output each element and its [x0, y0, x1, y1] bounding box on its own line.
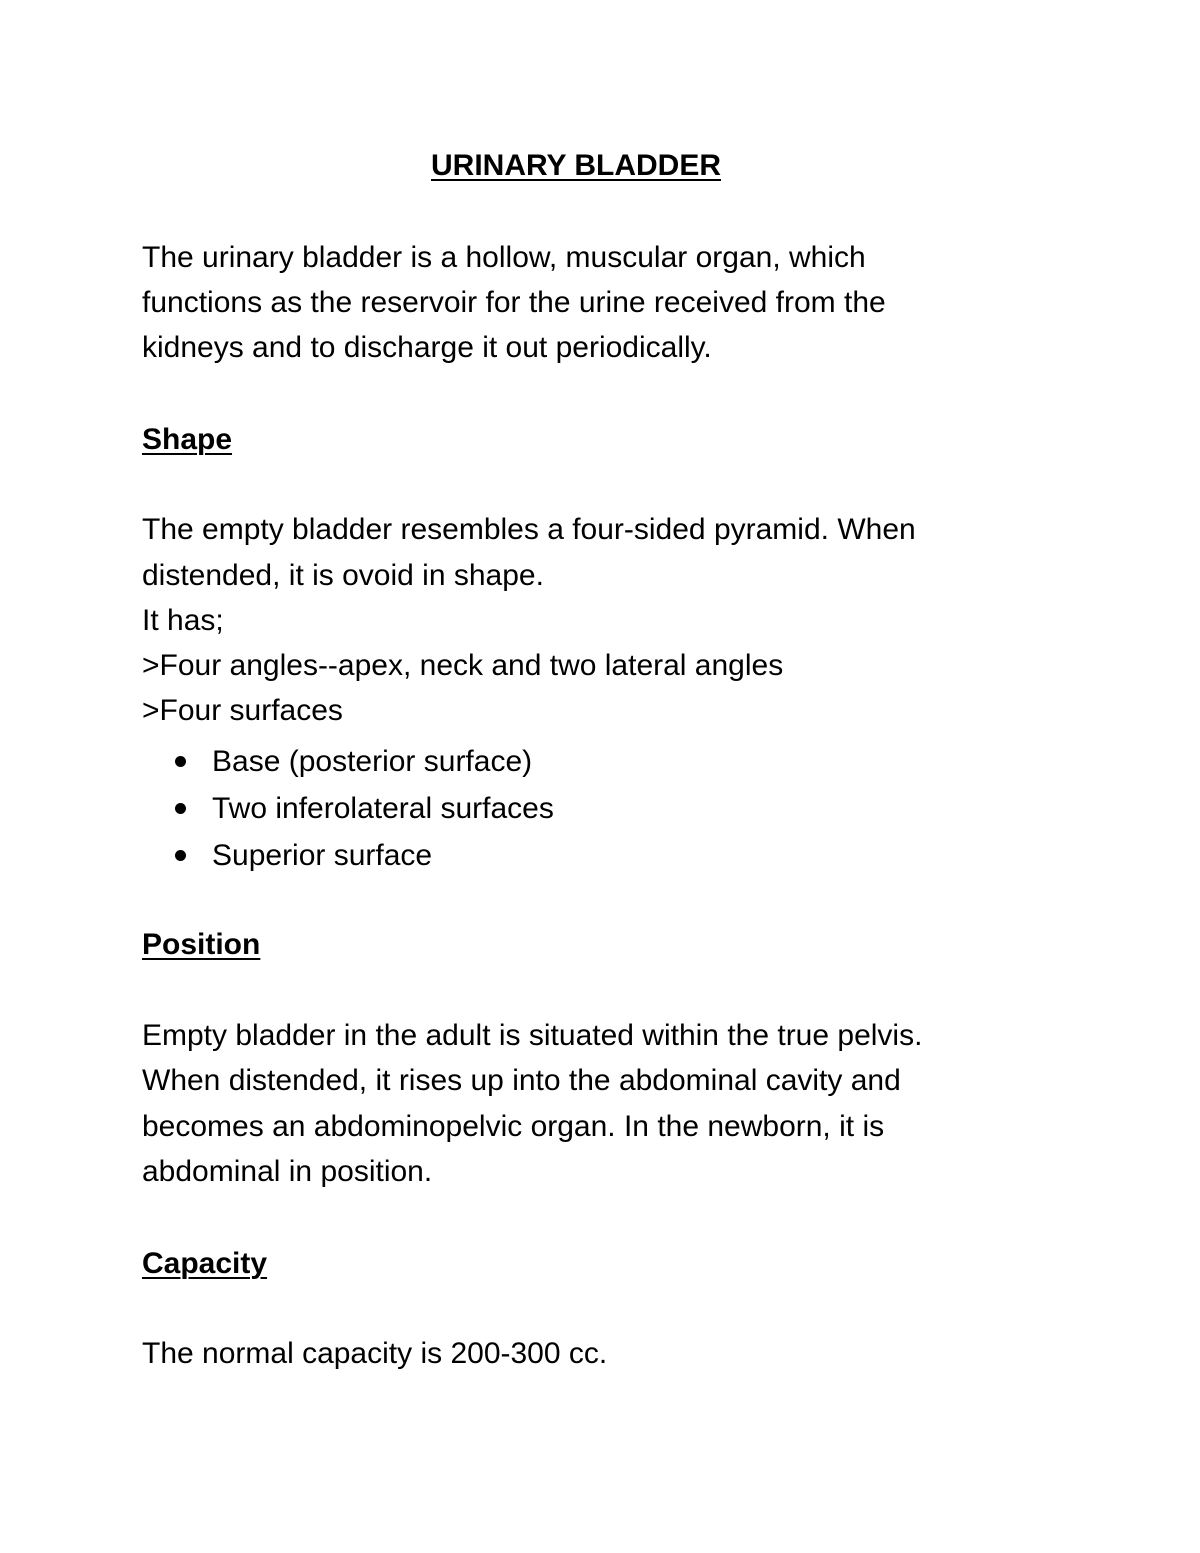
capacity-heading [142, 1241, 267, 1286]
bullet-text: Two inferolateral surfaces [212, 792, 554, 825]
bullet-item [172, 785, 554, 832]
position-line: abdominal in position. [142, 1155, 433, 1188]
shape-line: It has; [142, 604, 224, 637]
shape-bullet-list [172, 738, 554, 879]
shape-line: The empty bladder resembles a four-sided pyramid. When [142, 513, 916, 546]
intro-line: The urinary bladder is a hollow, muscular organ, which [142, 241, 866, 274]
shape-line: >Four surfaces [142, 694, 343, 727]
bullet-icon [175, 803, 186, 814]
bullet-item [172, 832, 554, 879]
shape-heading-text: Shape [142, 423, 233, 456]
document-title-text: URINARY BLADDER [430, 149, 721, 182]
bullet-text: Superior surface [212, 839, 433, 872]
shape-line: >Four angles--apex, neck and two lateral angles [142, 649, 784, 682]
shape-heading [142, 417, 232, 462]
bullet-icon [175, 756, 186, 767]
position-heading-text: Position [142, 928, 261, 961]
capacity-heading-text: Capacity [142, 1247, 268, 1280]
capacity-line: The normal capacity is 200-300 cc. [142, 1337, 608, 1370]
bullet-icon [175, 850, 186, 861]
intro-line: functions as the reservoir for the urine received from the [142, 286, 886, 319]
document-title [0, 143, 1152, 188]
position-line: When distended, it rises up into the abdominal cavity and [142, 1064, 901, 1097]
bullet-text: Base (posterior surface) [212, 745, 533, 778]
shape-line: distended, it is ovoid in shape. [142, 559, 544, 592]
position-line: becomes an abdominopelvic organ. In the newborn, it is [142, 1110, 885, 1143]
position-line: Empty bladder in the adult is situated within the true pelvis. [142, 1019, 923, 1052]
position-heading [142, 922, 260, 967]
bullet-item [172, 738, 554, 785]
intro-line: kidneys and to discharge it out periodically. [142, 331, 712, 364]
